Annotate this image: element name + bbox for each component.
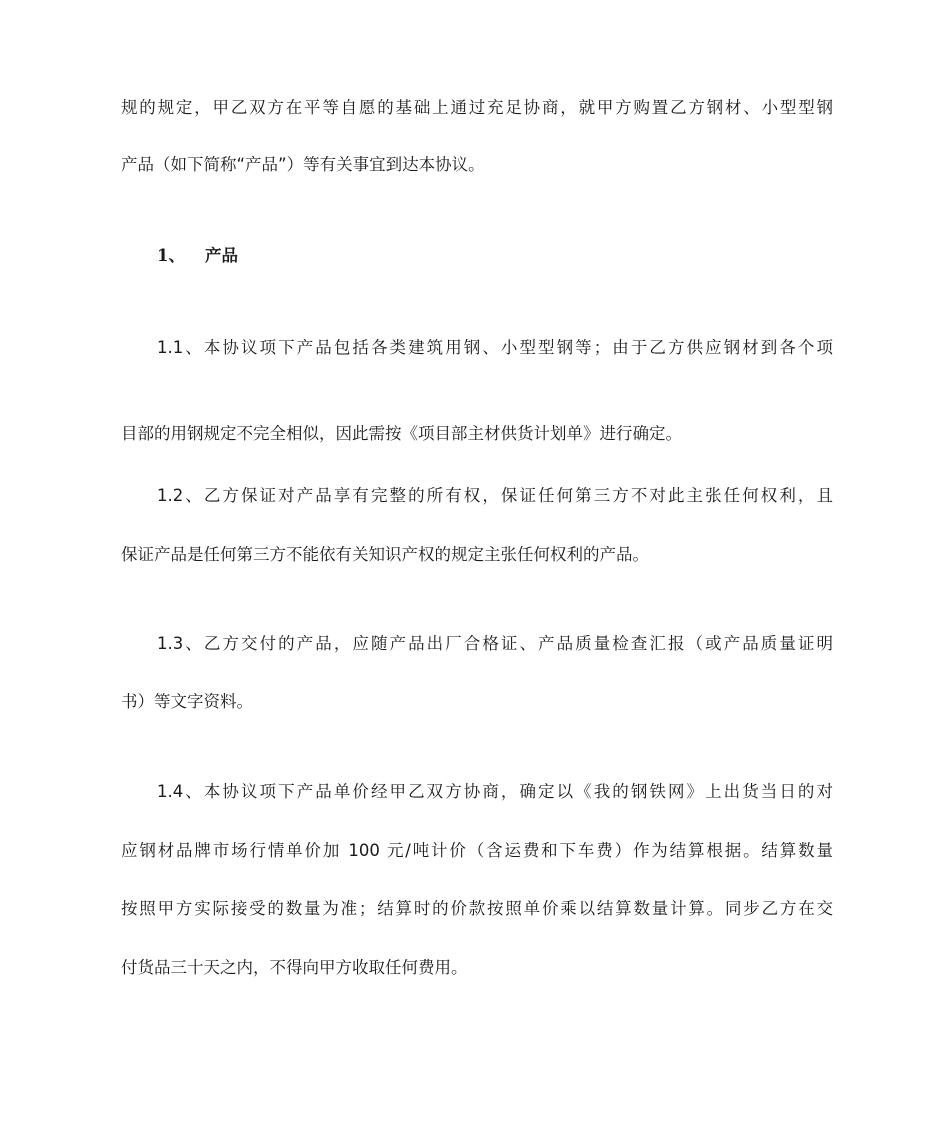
section-1-title: 产品 — [205, 246, 238, 265]
clause-1-2-line-1: 1.2、乙方保证对产品享有完整的所有权，保证任何第三方不对此主张任何权利，且 — [157, 486, 833, 505]
section-1-number: 1、 — [157, 246, 185, 265]
clause-1-3-line-2: 书）等文字资料。 — [121, 692, 253, 711]
clause-1-1-line-1: 1.1、本协议项下产品包括各类建筑用钢、小型型钢等；由于乙方供应钢材到各个项 — [157, 338, 833, 357]
clause-1-4-line-2: 应钢材品牌市场行情单价加 100 元/吨计价（含运费和下车费）作为结算根据。结算数量 — [121, 841, 833, 860]
clause-1-4-line-3: 按照甲方实际接受的数量为准；结算时的价款按照单价乘以结算数量计算。同步乙方在交 — [121, 899, 833, 918]
clause-1-4-line-1: 1.4、本协议项下产品单价经甲乙双方协商，确定以《我的钢铁网》上出货当日的对 — [157, 782, 833, 801]
clause-1-1-line-2: 目部的用钢规定不完全相似，因此需按《项目部主材供货计划单》进行确定。 — [121, 424, 682, 443]
intro-line-1: 规的规定，甲乙双方在平等自愿的基础上通过充足协商，就甲方购置乙方钢材、小型型钢 — [121, 98, 833, 117]
clause-1-4-line-4: 付货品三十天之内，不得向甲方收取任何费用。 — [121, 958, 468, 977]
section-1-heading — [157, 244, 238, 268]
intro-line-2: 产品（如下简称“产品”）等有关事宜到达本协议。 — [121, 155, 485, 174]
clause-1-3-line-1: 1.3、乙方交付的产品，应随产品出厂合格证、产品质量检查汇报（或产品质量证明 — [157, 634, 833, 653]
clause-1-2-line-2: 保证产品是任何第三方不能依有关知识产权的规定主张任何权利的产品。 — [121, 545, 649, 564]
